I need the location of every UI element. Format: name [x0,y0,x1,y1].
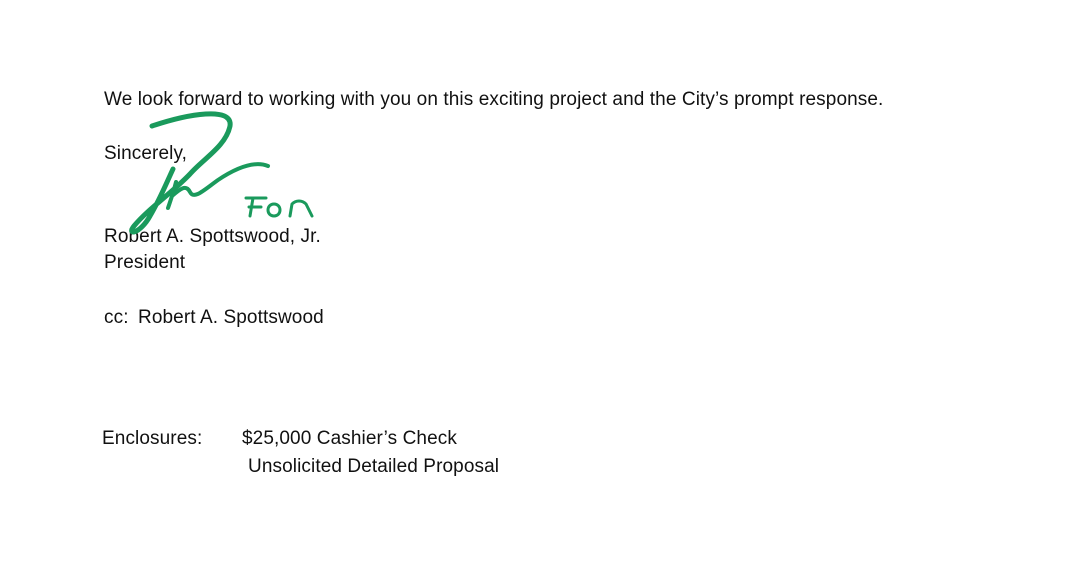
signer-title: President [104,252,186,273]
enclosure-item: $25,000 Cashier’s Check [242,428,457,449]
enclosures-label: Enclosures: [102,428,203,449]
closing-paragraph: We look forward to working with you on this exciting project and the City’s prompt response. [104,89,884,110]
enclosure-item: Unsolicited Detailed Proposal [248,456,500,477]
salutation: Sincerely, [104,143,188,164]
cc-name: Robert A. Spottswood [138,307,324,328]
signature-stroke [132,114,231,232]
signer-name: Robert A. Spottswood, Jr. [104,226,321,247]
signature-stroke [168,164,268,208]
signature-stroke [268,204,280,216]
signature-stroke [246,198,266,216]
cc-line [104,307,324,329]
cc-label: cc: [104,307,129,328]
signature-stroke [290,201,312,216]
handwritten-signature [118,104,328,244]
